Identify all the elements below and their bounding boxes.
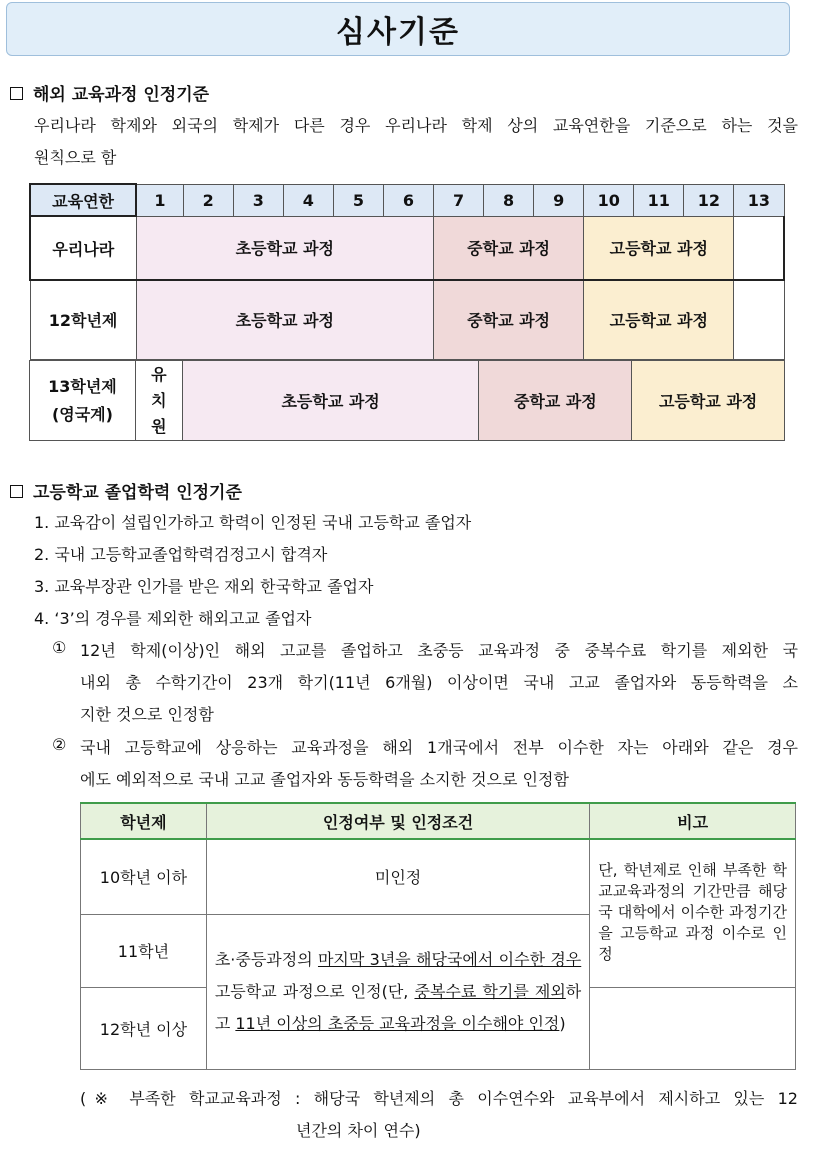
row-label: 12학년제 bbox=[30, 280, 136, 359]
condition-part-underlined: 11년 이상의 초중등 교육과정을 이수해야 인정 bbox=[235, 1013, 560, 1033]
note-cell: 단, 학년제로 인해 부족한 학교교육과정의 기간만큼 해당국 대학에서 이수한 과정기간을 고등학교 과정 이수로 인정 bbox=[590, 839, 796, 987]
table-row bbox=[81, 839, 796, 914]
year-cell: 4 bbox=[283, 184, 333, 216]
row-12-grade bbox=[30, 280, 784, 359]
condition-part-underlined: 마지막 3년을 해당국에서 이수한 경우 bbox=[317, 949, 582, 969]
checkbox-square-icon bbox=[10, 485, 23, 498]
sub2-marker: ② bbox=[52, 735, 67, 754]
elementary-cell: 초등학교 과정 bbox=[136, 216, 433, 280]
section1-desc-line2: 원칙으로 함 bbox=[34, 148, 117, 167]
grade-cell: 10학년 이하 bbox=[81, 839, 207, 914]
page-title: 심사기준 bbox=[336, 15, 460, 50]
empty-cell bbox=[734, 216, 784, 280]
row-13-grade bbox=[29, 360, 785, 441]
header-grade: 학년제 bbox=[81, 803, 207, 839]
section2-heading-text: 고등학교 졸업학력 인정기준 bbox=[33, 483, 242, 503]
list-item: 3. 교육부장관 인가를 받은 재외 한국학교 졸업자 bbox=[34, 577, 374, 596]
years-header-label: 교육연한 bbox=[30, 184, 136, 216]
condition-part: 하고 bbox=[214, 981, 582, 1033]
sub1-line2: 내외 총 수학기간이 23개 학기(11년 6개월) 이상이면 국내 고교 졸업자와 동등학력을 소 bbox=[80, 673, 798, 692]
grade-cell: 12학년 이상 bbox=[81, 987, 207, 1069]
note-empty-cell bbox=[590, 987, 796, 1069]
year-cell: 13 bbox=[734, 184, 784, 216]
year-cell: 2 bbox=[183, 184, 233, 216]
years-table bbox=[29, 183, 785, 360]
sub1-line1: 12년 학제(이상)인 해외 고교를 졸업하고 초중등 교육과정 중 중복수료 학기를 제외한 국 bbox=[80, 641, 798, 660]
middle-cell: 중학교 과정 bbox=[434, 280, 584, 359]
high-cell: 고등학교 과정 bbox=[584, 216, 734, 280]
year-cell: 8 bbox=[484, 184, 534, 216]
footnote-line2: 년간의 차이 연수) bbox=[296, 1121, 421, 1140]
year-cell: 1 bbox=[136, 184, 183, 216]
section1-heading bbox=[10, 80, 209, 105]
year-cell: 12 bbox=[684, 184, 734, 216]
row-label bbox=[30, 361, 136, 441]
year-cell: 11 bbox=[634, 184, 684, 216]
kinder-char: 치 bbox=[151, 390, 167, 410]
list-item: 4. ‘3’의 경우를 제외한 해외고교 졸업자 bbox=[34, 609, 312, 628]
kinder-char: 원 bbox=[151, 416, 167, 436]
checkbox-square-icon bbox=[10, 87, 23, 100]
kindergarten-cell bbox=[135, 361, 182, 441]
sub1-line3: 지한 것으로 인정함 bbox=[80, 705, 214, 724]
years-header-row bbox=[30, 184, 784, 216]
high-cell: 고등학교 과정 bbox=[584, 280, 734, 359]
list-item: 2. 국내 고등학교졸업학력검정고시 합격자 bbox=[34, 545, 328, 564]
year-cell: 7 bbox=[434, 184, 484, 216]
title-banner bbox=[6, 2, 790, 56]
condition-part: 고등학교 과정으로 인정(단, bbox=[214, 981, 415, 1001]
kinder-char: 유 bbox=[151, 364, 167, 384]
condition-part: 초·중등과정의 bbox=[214, 949, 318, 969]
footnote-line1: (※ 부족한 학교교육과정 : 해당국 학년제의 총 이수연수와 교육부에서 제시하고 있는 12 bbox=[80, 1089, 798, 1108]
sub1-marker: ① bbox=[52, 638, 67, 657]
section1-desc-line1: 우리나라 학제와 외국의 학제가 다른 경우 우리나라 학제 상의 교육연한을 기준으로 하는 것을 bbox=[34, 116, 798, 135]
header-note: 비고 bbox=[590, 803, 796, 839]
row-label-line1: 13학년제 bbox=[48, 376, 117, 396]
row-label: 우리나라 bbox=[30, 216, 136, 280]
empty-cell bbox=[734, 280, 784, 359]
year-cell: 9 bbox=[534, 184, 584, 216]
sub2-line2: 에도 예외적으로 국내 고교 졸업자와 동등학력을 소지한 것으로 인정함 bbox=[80, 770, 569, 789]
middle-cell: 중학교 과정 bbox=[479, 361, 632, 441]
sub2-line1: 국내 고등학교에 상응하는 교육과정을 해외 1개국에서 전부 이수한 자는 아래와 같은 경우 bbox=[80, 738, 798, 757]
condition-cell-merged bbox=[206, 914, 589, 1069]
condition-part-underlined: 중복수료 학기를 제외 bbox=[414, 981, 566, 1001]
condition-cell: 미인정 bbox=[206, 839, 589, 914]
year-cell: 3 bbox=[233, 184, 283, 216]
elementary-cell: 초등학교 과정 bbox=[182, 361, 479, 441]
criteria-table bbox=[80, 802, 796, 1070]
header-condition: 인정여부 및 인정조건 bbox=[206, 803, 589, 839]
row-label-line2: (영국계) bbox=[51, 404, 113, 424]
row-korea bbox=[30, 216, 784, 280]
grade-cell: 11학년 bbox=[81, 914, 207, 987]
condition-part: ) bbox=[559, 1013, 566, 1033]
year-cell: 10 bbox=[584, 184, 634, 216]
criteria-header-row bbox=[81, 803, 796, 839]
year-cell: 6 bbox=[383, 184, 433, 216]
middle-cell: 중학교 과정 bbox=[434, 216, 584, 280]
year-cell: 5 bbox=[333, 184, 383, 216]
elementary-cell: 초등학교 과정 bbox=[136, 280, 433, 359]
list-item: 1. 교육감이 설립인가하고 학력이 인정된 국내 고등학교 졸업자 bbox=[34, 513, 472, 532]
section1-heading-text: 해외 교육과정 인정기준 bbox=[33, 85, 210, 105]
high-cell: 고등학교 과정 bbox=[632, 361, 785, 441]
section2-heading bbox=[10, 478, 242, 503]
